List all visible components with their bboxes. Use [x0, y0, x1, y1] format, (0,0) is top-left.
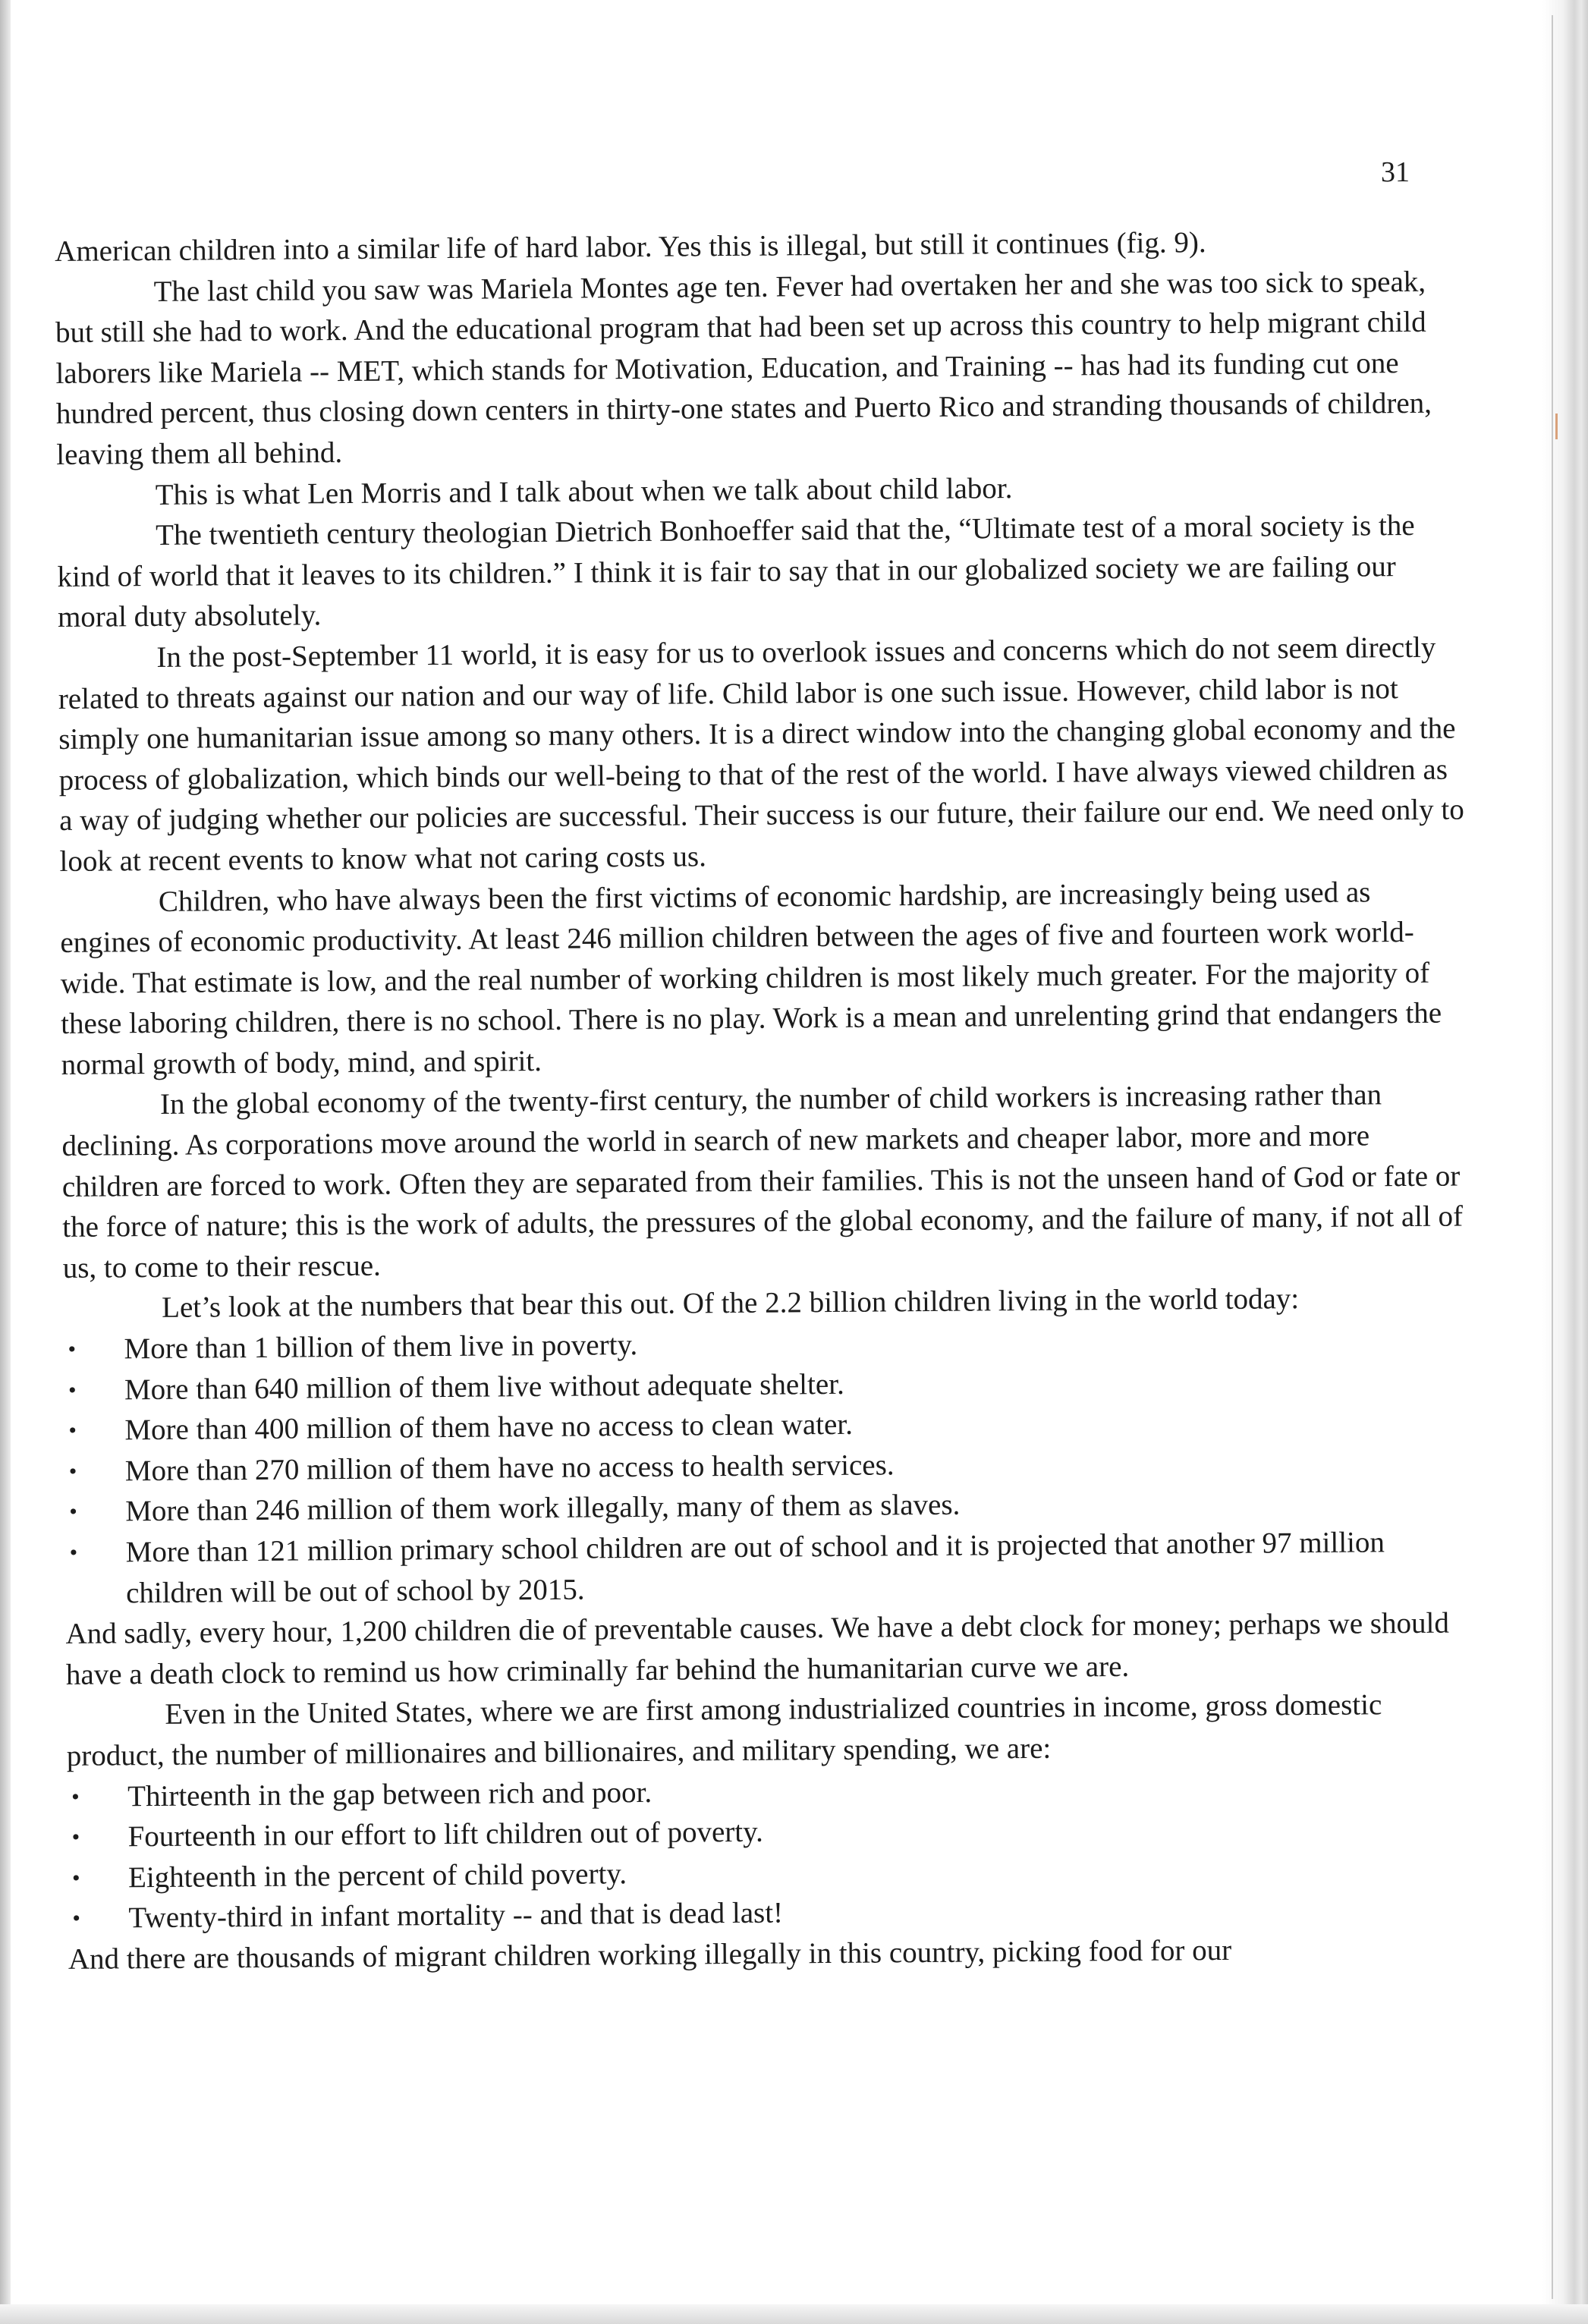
scan-bottom-shadow: [0, 2304, 1588, 2324]
bullet-icon: •: [68, 1418, 77, 1444]
bullet-icon: •: [72, 1906, 81, 1932]
bullet-icon: •: [68, 1336, 77, 1362]
margin-mark: [1555, 414, 1558, 439]
list-item: • More than 246 million of them work illegally, many of them as slaves.: [64, 1481, 1472, 1533]
body-text: [55, 220, 1476, 1980]
page-edge: [1542, 0, 1588, 2324]
paragraph: In the post-September 11 world, it is easy for us to overlook issues and concerns which do not seem directly related to threats against our nation and our way of life. Child labor is one such issue. However, child labor is not simply one humanitarian issue among so many others. It is a direct window into the changing global economy and the process of globalization, which binds our well-being to that of the rest of the world. I have always viewed children as a way of judging whether our policies are successful. Their success is our future, their failure our end. We need only to look at recent events to know what not caring costs us.: [58, 631, 1464, 878]
us-rankings-list: [67, 1766, 1476, 1939]
paragraph: The twentieth century theologian Dietrich Bonhoeffer said that the, “Ultimate test of a moral society is the kind of world that it leaves to its children.” I think it is fair to say that in our globalized society we are failing our moral duty absolutely.: [57, 509, 1415, 634]
scan-left-shadow: [0, 0, 11, 2324]
world-statistics-list: [63, 1318, 1473, 1614]
paragraph: And there are thousands of migrant children working illegally in this country, picking food for our: [68, 1933, 1232, 1976]
list-item: • Twenty-third in infant mortality -- and that is dead last!: [68, 1888, 1475, 1939]
list-item: • More than 640 million of them live without adequate shelter.: [64, 1359, 1471, 1410]
paragraph: American children into a similar life of hard labor. Yes this is illegal, but still it continues (fig. 9).: [55, 226, 1206, 268]
page-number: 31: [1381, 156, 1410, 188]
list-item: • Eighteenth in the percent of child poverty.: [68, 1847, 1475, 1898]
paragraph: Let’s look at the numbers that bear this out. Of the 2.2 billion children living in the world today:: [161, 1282, 1300, 1325]
list-item: • Fourteenth in our effort to lift children out of poverty.: [67, 1807, 1474, 1858]
list-item: • Thirteenth in the gap between rich and poor.: [67, 1766, 1474, 1817]
list-item: • More than 121 million primary school children are out of school and it is projected that another 97 million children will be out of school by 2015.: [69, 1526, 1385, 1609]
list-item: • More than 400 million of them have no access to clean water.: [64, 1400, 1471, 1451]
paragraph: In the global economy of the twenty-first century, the number of child workers is increasing rather than declining. As corporations move around the world in search of new markets and cheaper labor, more and more children are forced to work. Often they are separated from their families. This is not the unseen hand of God or fate or the force of nature; this is the work of adults, the pressures of the global economy, and the failure of many, if not all of us, to come to their rescue.: [61, 1078, 1464, 1285]
page-edge-line: [1552, 15, 1553, 2299]
bullet-icon: •: [68, 1377, 77, 1403]
bullet-icon: •: [69, 1539, 78, 1565]
bullet-icon: •: [69, 1499, 77, 1525]
paragraph: Children, who have always been the first victims of economic hardship, are increasingly being used as engines of economic productivity. At least 246 million children between the ages of five and fourteen work world-wide. That estimate is low, and the real number of working children is most likely much greater. For the majority of these laboring children, there is no school. There is no play. Work is a mean and unrelenting grind that endangers the normal growth of body, mind, and spirit.: [60, 875, 1442, 1081]
paragraph: The last child you saw was Mariela Montes age ten. Fever had overtaken her and she was too sick to speak, but still she had to work. And the educational program that had been set up across this country to help migrant child laborers like Mariela -- MET, which stands for Motivation, Education, and Training -- has had its funding cut one hundred percent, thus closing down centers in thirty-one states and Puerto Rico and stranding thousands of children, leaving them all behind.: [55, 265, 1432, 471]
bullet-icon: •: [71, 1784, 80, 1810]
bullet-icon: •: [68, 1458, 77, 1484]
bullet-icon: •: [71, 1865, 80, 1891]
paragraph: Even in the United States, where we are first among industrialized countries in income, gross domestic product, the number of millionaires and billionaires, and military spending, we are:: [66, 1688, 1382, 1772]
list-item: • More than 1 billion of them live in poverty.: [63, 1318, 1470, 1370]
paragraph: This is what Len Morris and I talk about when we talk about child labor.: [155, 471, 1013, 511]
paragraph: And sadly, every hour, 1,200 children die of preventable causes. We have a debt clock for money; perhaps we should have a death clock to remind us how criminally far behind the humanitarian curve we are.: [65, 1606, 1450, 1691]
bullet-icon: •: [71, 1824, 80, 1851]
list-item: • More than 270 million of them have no access to health services.: [64, 1440, 1472, 1492]
